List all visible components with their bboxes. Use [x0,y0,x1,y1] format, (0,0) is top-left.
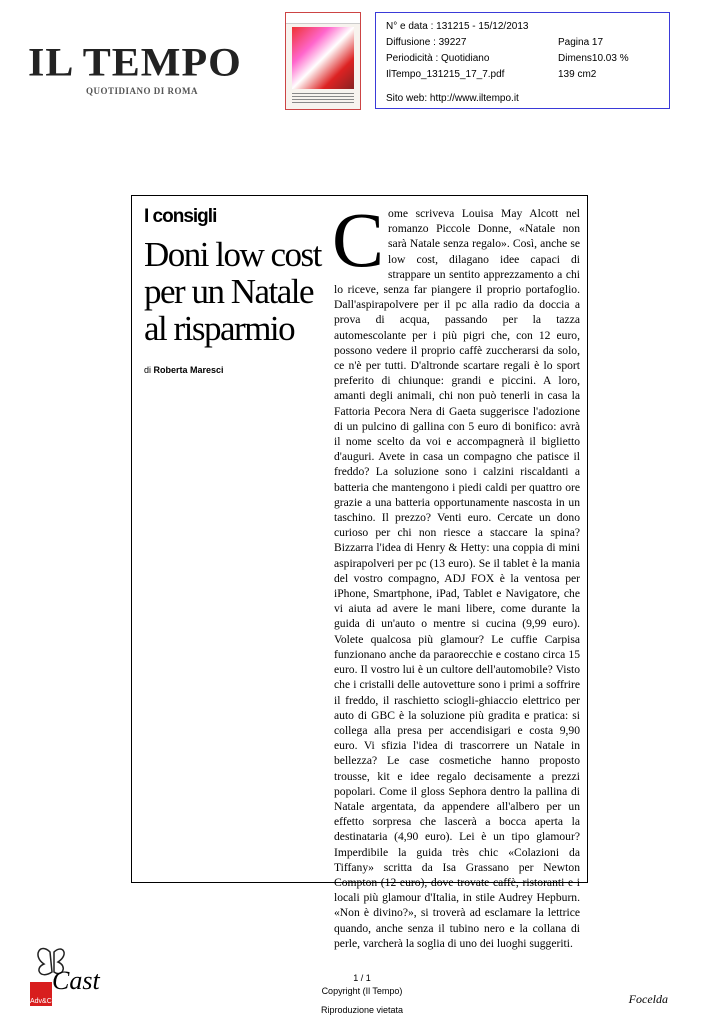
byline-author: Roberta Maresci [153,365,224,375]
article-body [332,196,580,951]
meta-file: IlTempo_131215_17_7.pdf [386,69,505,80]
footer-copyright: Copyright (Il Tempo) [321,986,403,996]
meta-periodicita: Periodicità : Quotidiano [386,53,490,64]
footer-rights: Riproduzione vietata [320,1005,404,1015]
article-box [131,195,588,950]
focelda-brand: Focelda [628,992,668,1006]
meta-site: Sito web: http://www.iltempo.it [386,93,519,104]
article-heading [144,206,329,375]
drop-cap: C [332,196,385,283]
cast-logo-sub: Adv&Communication [30,998,96,1005]
meta-diffusione: Diffusione : 39227 [386,37,467,48]
newspaper-logo [28,42,258,96]
footer-page: 1 / 1 [353,973,371,983]
article-text: ome scriveva Louisa May Alcott nel romanzo Piccole Donne, «Natale non sarà Natale senza regalo». Così, anche se low cost, dilagano idee capaci di strappare un sentito apprezzamento a chi lo riceve, senza far piangere il proprio portafoglio. Dall'aspirapolvere per il pc alla radio da doccia a prova di acqua, passando per la tazza automescolante per i più pigri che, con 12 euro, possono vedere il proprio caffè zuccherarsi da solo, ce n'è per tutti. D'altronde scartare regali è lo sport preferito di chiunque: grandi e piccini. A loro, amanti degli animali, chi non può tenerli in casa la Fattoria Pecora Nera di Gaeta suggerisce l'adozione di un pulcino di gallina con 5 euro di bonifico: avrà il nome scelto da voi e accompagnerà il biglietto d'auguri. Avete in casa un compagno che patisce il freddo? La soluzione sono i calzini riscaldanti a batteria che mantengono i piedi caldi per quattro ore grazie a una batteria opportunamente nascosta in un taschino. Il prezzo? Venti euro. Cercate un dono curioso per chi non riesce a staccare la spina? Bizzarra l'idea di Henry & Hetty: una coppia di mini aspirapolveri per pc (13 euro). Se il tablet è la mania del vostro compagno, ADJ FOX è la ventosa per iPhone, Smartphone, iPad, Tablet e Navigatore, che vi aiuta ad avere le mani libere, come durante la guida di un'auto o mentre si cucina (9,99 euro). Volete qualcosa più glamour? Le cuffie Carpisa funzionano anche da paraorecchie e costano circa 15 euro. Il vostro lui è un cultore dell'automobile? Visto che i cristalli delle autovetture sono i primi a soffrire il freddo, il raschietto sciogli-ghiaccio elettrico per auto di GBC è la soluzione più gradita e pratica: si collega alla presa per accendisigari e costa 9,90 euro. Vi sfizia l'idea di trascorrere un Natale in bellezza? Le case cosmetiche hanno proposto trousse, kit e idee regalo decisamente a prezzi popolari. Come il gloss Sephora dentro la pallina di Natale argentata, da appendere all'albero per un effetto sorpresa che lascerà a bocca aperta la destinataria (4,90 euro). Lei è un tipo glamour? Imperdibile la guida très chic «Colazioni da Tiffany» scritta da Isa Grassano per Newton Compton (12 euro), dove trovate caffè, ristoranti e i locali più glamour d'Italia, in stile Audrey Hepburn. «Non è divino?», si troverà ad esclamare la lettrice quando, anche senza il tubino nero e la collana di perle, varcherà la soglia di uno dei luoghi suggeriti. [334,207,580,950]
kicker: I consigli [144,206,217,227]
logo-subtitle: QUOTIDIANO DI ROMA [86,86,199,96]
logo-title: IL TEMPO [28,41,242,85]
meta-dimens: Dimens10.03 % [558,53,629,64]
byline-prefix: di [144,365,152,375]
cast-logo-text: Cast [52,966,100,995]
page-thumbnail [285,12,361,110]
meta-data: N° e data : 131215 - 15/12/2013 [386,21,529,32]
metadata-box [375,12,670,109]
meta-pagina: Pagina 17 [558,37,604,48]
byline [144,365,329,375]
headline: Doni low cost per un Natale al risparmio [144,235,321,348]
meta-area: 139 cm2 [558,69,597,80]
